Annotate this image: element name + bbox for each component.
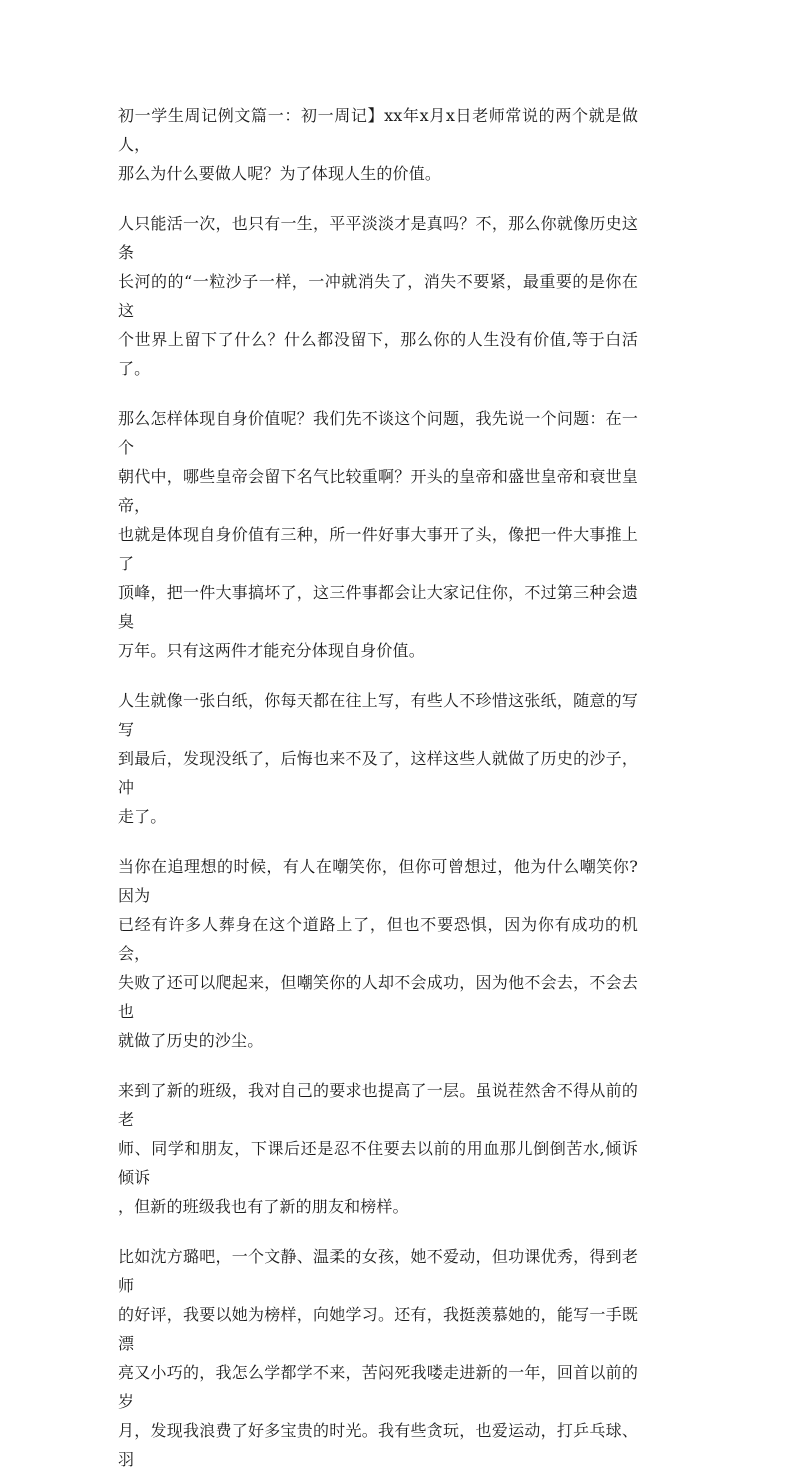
paragraph-4: 人生就像一张白纸，你每天都在往上写，有些人不珍惜这张纸，随意的写写 到最后，发现没纸了，后悔也来不及了，这样这些人就做了历史的沙子，冲 走了。 bbox=[118, 691, 638, 826]
paragraph-7: 比如沈方璐吧，一个文静、温柔的女孩，她不爱动，但功课优秀，得到老师 的好评，我要以她为榜样，向她学习。还有，我挺羡慕她的，能写一手既漂 亮又小巧的，我怎么学都学不来，苦闷死我喽走进新的一年，回首以前的岁 月，发现我浪费了好多宝贵的时光。我有些贪玩，也爱运动，打乒乓球、羽 bbox=[118, 1247, 638, 1469]
paragraph-6: 来到了新的班级，我对自己的要求也提高了一层。虽说茬然舍不得从前的老 师、同学和朋友，下课后还是忍不住要去以前的用血那儿倒倒苦水,倾诉倾诉 ，但新的班级我也有了新的朋友和榜样。 bbox=[118, 1081, 638, 1216]
paragraph-3: 那么怎样体现自身价值呢？我们先不谈这个问题，我先说一个问题：在一个 朝代中，哪些皇帝会留下名气比较重啊？开头的皇帝和盛世皇帝和衰世皇帝， 也就是体现自身价值有三种，所一件好事大事开了头，像把一件大事推上了 顶峰，把一件大事搞坏了，这三件事都会让大家记住你，不过第三种会遗臭 万年。只有这两件才能充分体现自身价值。 bbox=[118, 409, 638, 660]
document-body bbox=[118, 101, 638, 1474]
paragraph-2: 人只能活一次，也只有一生，平平淡淡才是真吗？不，那么你就像历史这条 长河的的“一粒沙子一样，一冲就消失了，消失不要紧，最重要的是你在这 个世界上留下了什么？什么都没留下，那么你的人生没有价值,等于白活了。 bbox=[118, 214, 638, 378]
paragraph-5: 当你在追理想的时候，有人在嘲笑你，但你可曾想过，他为什么嘲笑你?因为 已经有许多人葬身在这个道路上了，但也不要恐惧，因为你有成功的机会， 失败了还可以爬起来，但嘲笑你的人却不会成功，因为他不会去，不会去也 就做了历史的沙尘。 bbox=[118, 857, 638, 1050]
paragraph-1: 初一学生周记例文篇一：初一周记】xx年x月x日老师常说的两个就是做人， 那么为什么要做人呢？为了体现人生的价值。 bbox=[118, 106, 638, 183]
